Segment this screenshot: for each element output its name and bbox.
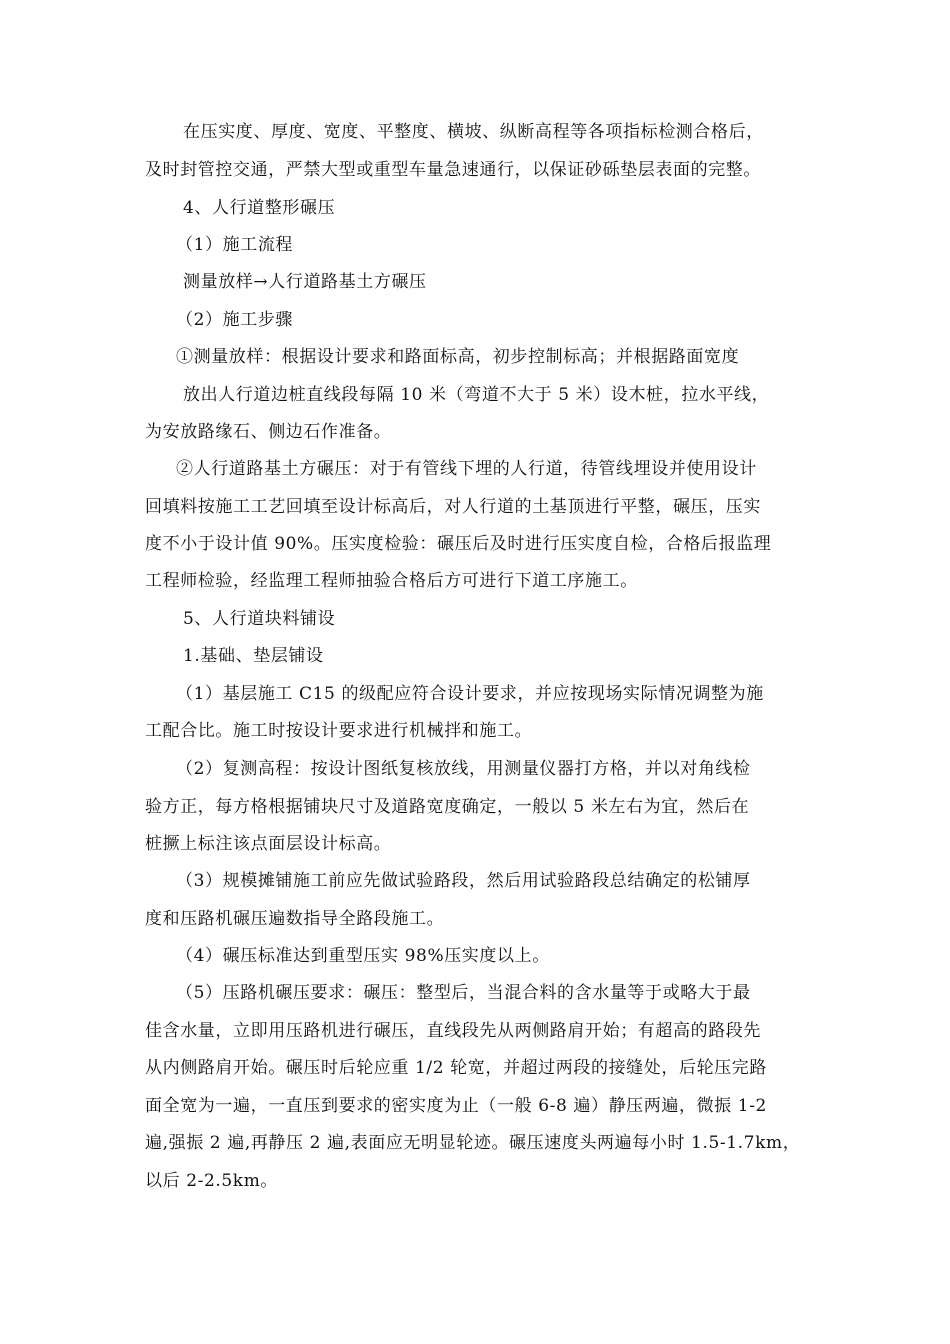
paragraph-line: 验方正，每方格根据铺块尺寸及道路宽度确定，一般以 5 米左右为宜，然后在: [145, 797, 750, 817]
paragraph-line: 面全宽为一遍，一直压到要求的密实度为止（一般 6-8 遍）静压两遍，微振 1-2: [145, 1096, 767, 1116]
paragraph-line: 佳含水量，立即用压路机进行碾压，直线段先从两侧路肩开始；有超高的路段先: [145, 1021, 761, 1041]
paragraph-line: 为安放路缘石、侧边石作准备。: [145, 422, 392, 442]
paragraph-line: （5）压路机碾压要求：碾压：整型后，当混合料的含水量等于或略大于最: [176, 983, 751, 1003]
paragraph-line: 测量放样→人行道路基土方碾压: [183, 272, 427, 292]
paragraph-line: 及时封管控交通，严禁大型或重型车量急速通行，以保证砂砾垫层表面的完整。: [145, 160, 761, 180]
paragraph-line: 工配合比。施工时按设计要求进行机械拌和施工。: [145, 721, 533, 741]
paragraph-line: ②人行道路基土方碾压：对于有管线下埋的人行道，待管线埋设并使用设计: [176, 459, 757, 479]
paragraph-line: 遍,强振 2 遍,再静压 2 遍,表面应无明显轮迹。碾压速度头两遍每小时 1.5-1.7km，: [145, 1133, 801, 1153]
section-heading: 5、人行道块料铺设: [183, 609, 336, 629]
subsection-heading: （1）施工流程: [176, 235, 294, 255]
paragraph-line: （4）碾压标准达到重型压实 98%压实度以上。: [176, 946, 550, 966]
subsection-heading: （2）施工步骤: [176, 310, 294, 330]
paragraph-line: 以后 2-2.5km。: [145, 1171, 279, 1191]
paragraph-line: （2）复测高程：按设计图纸复核放线，用测量仪器打方格，并以对角线检: [176, 759, 751, 779]
paragraph-line: （1）基层施工 C15 的级配应符合设计要求，并应按现场实际情况调整为施: [176, 684, 764, 704]
paragraph-line: （3）规模摊铺施工前应先做试验路段，然后用试验路段总结确定的松铺厚: [176, 871, 751, 891]
paragraph-line: 放出人行道边桩直线段每隔 10 米（弯道不大于 5 米）设木桩，拉水平线，: [183, 385, 770, 405]
section-heading: 4、人行道整形碾压: [183, 198, 336, 218]
paragraph-line: 桩撅上标注该点面层设计标高。: [145, 834, 392, 854]
paragraph-line: 从内侧路肩开始。碾压时后轮应重 1/2 轮宽，并超过两段的接缝处，后轮压完路: [145, 1058, 767, 1078]
paragraph-line: 工程师检验，经监理工程师抽验合格后方可进行下道工序施工。: [145, 571, 638, 591]
paragraph-line: 在压实度、厚度、宽度、平整度、横坡、纵断高程等各项指标检测合格后，: [183, 122, 764, 142]
subsection-heading: 1.基础、垫层铺设: [183, 646, 324, 666]
paragraph-line: 度和压路机碾压遍数指导全路段施工。: [145, 909, 445, 929]
paragraph-line: ①测量放样：根据设计要求和路面标高，初步控制标高；并根据路面宽度: [176, 347, 740, 367]
paragraph-line: 度不小于设计值 90%。压实度检验：碾压后及时进行压实度自检，合格后报监理: [145, 534, 772, 554]
paragraph-line: 回填料按施工工艺回填至设计标高后，对人行道的土基顶进行平整，碾压，压实: [145, 497, 761, 517]
